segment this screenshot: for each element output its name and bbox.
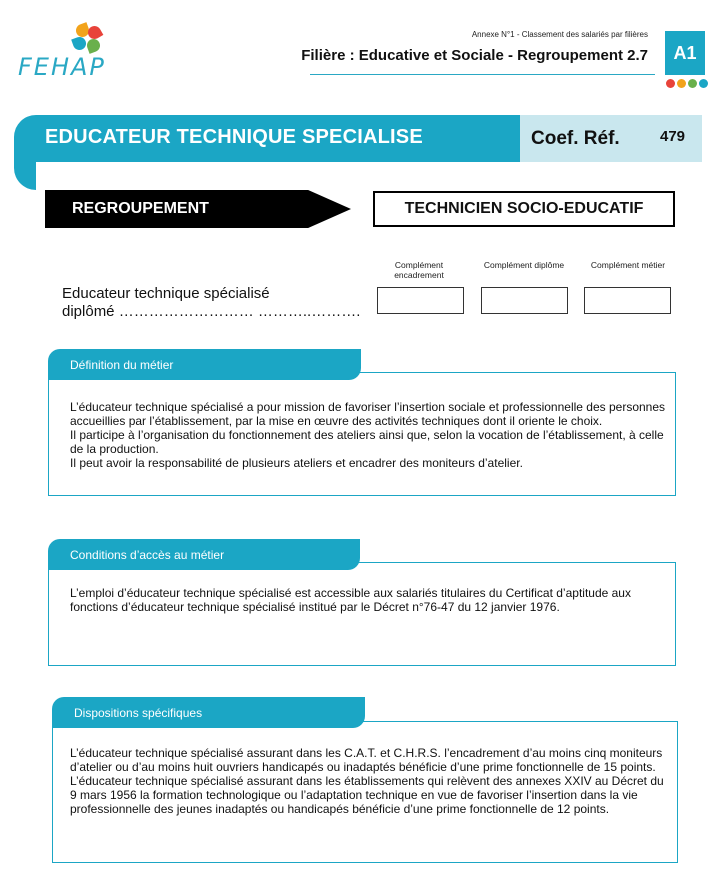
dot-orange [677, 79, 686, 88]
role-qualifier: diplômé ……………………… ………..………. [62, 303, 361, 320]
dispositions-body [70, 746, 666, 816]
logo-leaf-icon [85, 37, 102, 54]
annex-badge: A1 [665, 31, 705, 75]
job-title: EDUCATEUR TECHNIQUE SPECIALISE [45, 126, 423, 148]
definition-header: Définition du métier [48, 349, 361, 380]
conditions-header: Conditions d’accès au métier [48, 539, 360, 570]
coef-value: 479 [660, 128, 686, 145]
title-band-curve [14, 140, 44, 190]
dot-blue [699, 79, 708, 88]
fehap-logo [18, 22, 118, 80]
logo-text: FEHAP [18, 53, 106, 81]
logo-leaf-icon [71, 35, 88, 52]
complement-encadrement-field[interactable] [377, 287, 464, 314]
regroupement-value: TECHNICIEN SOCIO-EDUCATIF [373, 191, 675, 227]
regroupement-label: REGROUPEMENT [72, 200, 209, 217]
coef-label: Coef. Réf. [531, 128, 620, 149]
filiere-title: Filière : Educative et Sociale - Regroupement 2.7 [301, 47, 648, 64]
dispositions-paragraph: L’éducateur technique spécialisé assurant dans les établissements qui relèvent des annexes XXIV au Décret du 9 mars 1956 la formation technologique ou l’adaptation technique en vue de favoriser l’insertion dans la vie professionnelle des jeunes inadaptés ou handicapés bénéficie d’une prime fonctionnelle de 12 points. [70, 774, 664, 816]
header-divider [310, 74, 655, 75]
dot-green [688, 79, 697, 88]
annexe-caption: Annexe N°1 - Classement des salariés par filières [471, 30, 648, 39]
dispositions-paragraph: L’éducateur technique spécialisé assurant dans les C.A.T. et C.H.R.S. l’encadrement d’au moins cinq moniteurs d’atelier ou d’au moins huit ouvriers handicapés ou inadaptés bénéficie d’une prime fonctionnelle de 15 points. [70, 746, 663, 774]
conditions-section [48, 562, 676, 666]
conditions-body [70, 586, 666, 614]
conditions-paragraph: L’emploi d’éducateur technique spécialisé est accessible aux salariés titulaires du Certificat d’aptitude aux fonctions d’éducateur technique spécialisé institué par le Décret n°76-47 du 12 janvier 1976. [70, 586, 631, 614]
color-dots [666, 79, 708, 88]
dispositions-header: Dispositions spécifiques [52, 697, 365, 728]
definition-paragraph: L’éducateur technique spécialisé a pour mission de favoriser l’insertion sociale et professionnelle des personnes accueillies par l’établissement, par la mise en œuvre des activités techniques dont il oriente le choix. [70, 400, 666, 428]
definition-paragraph: Il participe à l’organisation du fonctionnement des ateliers ainsi que, selon la vocation de l’établissement, à celle de la production. [70, 428, 664, 456]
definition-body [70, 400, 666, 470]
role-name: Educateur technique spécialisé [62, 285, 270, 302]
complement-diplome-label: Complément diplôme [483, 260, 565, 270]
definition-paragraph: Il peut avoir la responsabilité de plusieurs ateliers et encadrer des moniteurs d’atelier. [70, 456, 523, 470]
complement-metier-label: Complément métier [590, 260, 666, 270]
complement-diplome-field[interactable] [481, 287, 568, 314]
dot-red [666, 79, 675, 88]
complement-encadrement-label: Complément encadrement [394, 260, 444, 280]
complement-metier-field[interactable] [584, 287, 671, 314]
